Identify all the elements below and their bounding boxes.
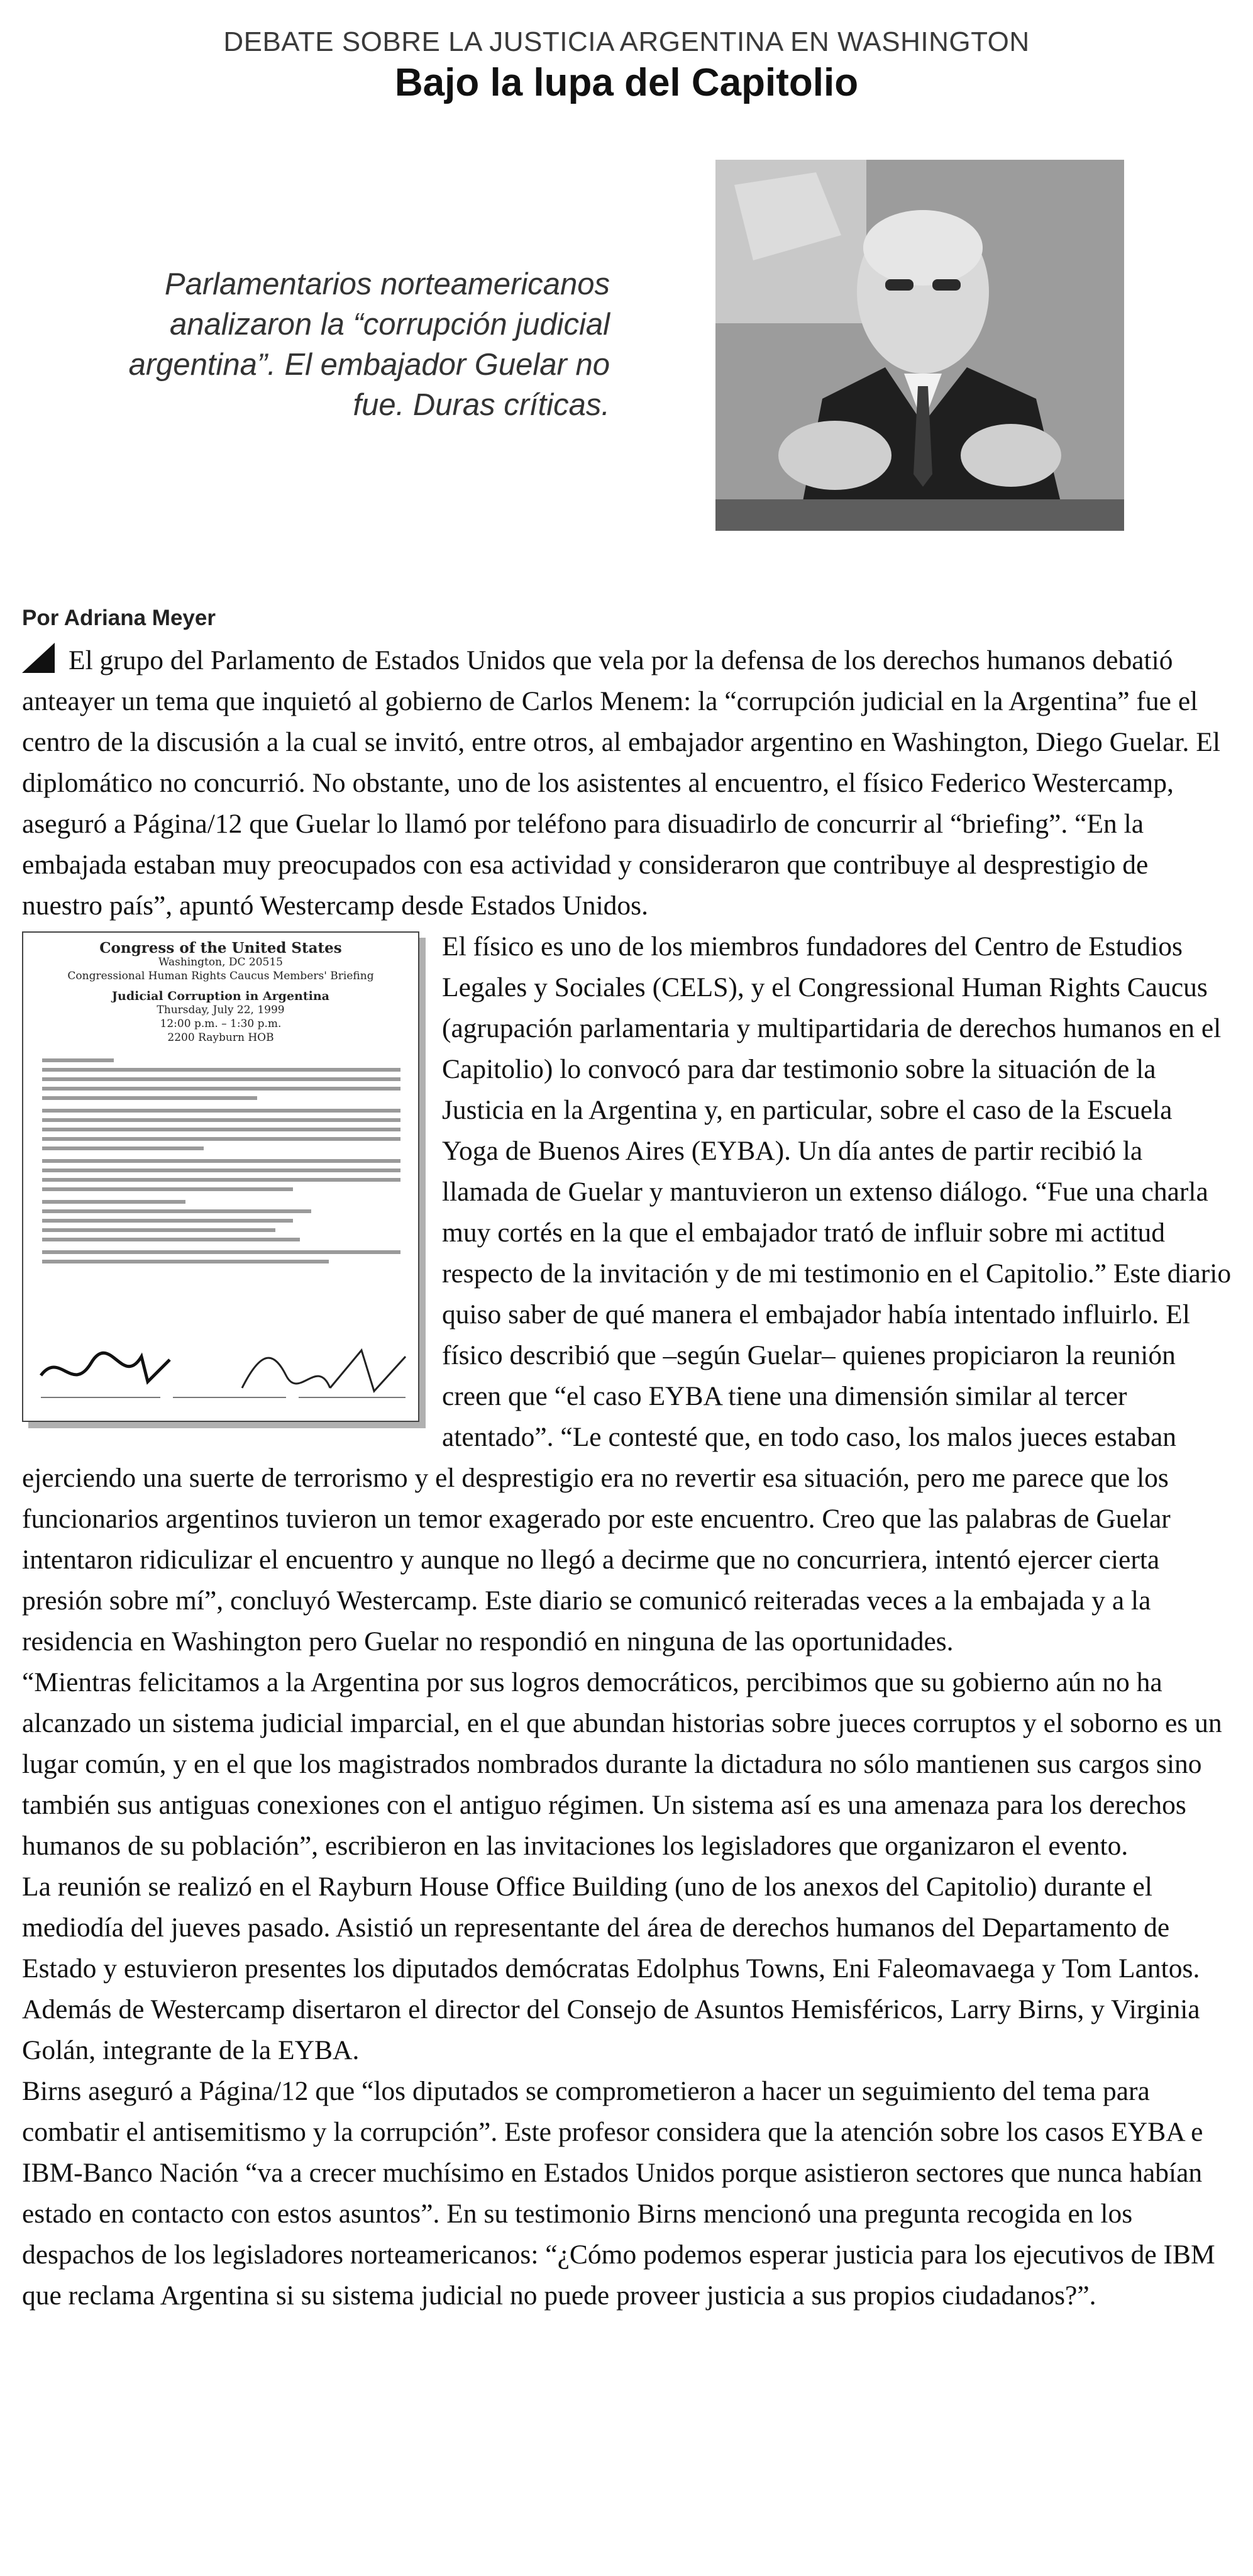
paragraph-1-text: El grupo del Parlamento de Estados Unidos que vela por la defensa de los derechos humanos debatió anteayer un tema que inquietó al gobierno de Carlos Menem: la “corrupción judicial en la Argentina” fue el centro de la discusión a la cual se invitó, entre otros, al embajador argentino en Washington, Diego Guelar. El diplomático no concurrió. No obstante, uno de los asistentes al encuentro, el físico Federico Westercamp, aseguró a Página/12 que Guelar lo llamó por teléfono para disuadirlo de concurrir al “briefing”. “En la embajada estaban muy preocupados con esa actividad y consideraron que contribuye al desprestigio de nuestro país”, apuntó Westercamp desde Estados Unidos. — [22, 645, 1220, 921]
ambassador-photo — [715, 160, 1124, 531]
letter-room: 2200 Rayburn HOB — [167, 1031, 274, 1044]
letter-city: Washington, DC 20515 — [158, 956, 283, 969]
paragraph-5: Birns aseguró a Página/12 que “los diputados se comprometieron a hacer un seguimiento del tema para combatir el antisemitismo y la corrupción”. Este profesor considera que la atención sobre los casos EYBA e IBM-Banco Nación “va a crecer muchísimo en Estados Unidos porque asistieron sectores que nunca habían estado en contacto con estos asuntos”. En su testimonio Birns mencionó una pregunta recogida en los despachos de los legisladores norteamericanos: “¿Cómo podemos esperar justicia para los ejecutivos de IBM que reclama Argentina si su sistema judicial no puede proveer justicia a sus propios ciudadanos?”. — [22, 2076, 1215, 2311]
congress-letter-image — [22, 931, 419, 1422]
letter-time: 12:00 p.m. – 1:30 p.m. — [160, 1018, 282, 1030]
subhead: Parlamentarios norteamericanos analizaron la “corrupción judicial argentina”. El embajador Guelar no fue. Duras críticas. — [128, 267, 610, 422]
letter-header — [23, 941, 418, 1045]
paragraph-3: “Mientras felicitamos a la Argentina por sus logros democráticos, percibimos que su gobierno aún no ha alcanzado un sistema judicial imparcial, en el que abundan historias sobre jueces corruptos y el soborno es un lugar común, y en el que los magistrados nombrados durante la dictadura no sólo mantienen sus cargos sino también sus antiguas conexiones con el antiguo régimen. Un sistema así es una amenaza para los derechos humanos de su población”, escribieron en las invitaciones los legisladores que organizaron el evento. — [22, 1667, 1222, 1861]
portrait-illustration — [715, 160, 1124, 531]
letter-subtitle: Congressional Human Rights Caucus Members' Briefing — [67, 970, 374, 982]
paragraph-2: El físico es uno de los miembros fundadores del Centro de Estudios Legales y Sociales (CELS), y el Congressional Human Rights Caucus (agrupación parlamentaria y multipartidaria de derechos humanos en el Capitolio) lo convocó para dar testimonio sobre la situación de la Justicia en la Argentina y, en particular, sobre el caso de la Escuela Yoga de Buenos Aires (EYBA). Un día antes de partir recibió la llamada de Guelar y mantuvieron un extenso diálogo. “Fue una charla muy cortés en la que el embajador trató de influir sobre mi actitud respecto de la invitación y de mi testimonio en el Capitolio.” Este diario quiso saber de qué manera el embajador había intentado influirlo. El físico describió que –según Guelar– quienes propiciaron la reunión creen que “el caso EYBA tiene una dimensión similar al tercer atentado”. “Le contesté que, en todo caso, los malos jueces estaban ejerciendo una suerte de terrorismo y el desprestigio era no revertir esa situación, pero me parece que los funcionarios argentinos tuvieron un temor exagerado por este encuentro. Creo que las palabras de Guelar intentaron ridiculizar el encuentro y aunque no llegó a decirme que no concurriera, intentó ejercer cierta presión sobre mí”, concluyó Westercamp. Este diario se comunicó reiteradas veces a la embajada y a la residencia en Washington pero Guelar no respondió en ninguna de las oportunidades. — [22, 931, 1232, 1657]
article-body — [22, 640, 1232, 2316]
section-kicker: DEBATE SOBRE LA JUSTICIA ARGENTINA EN WASHINGTON — [223, 26, 1030, 57]
letter-topic: Judicial Corruption in Argentina — [112, 989, 329, 1003]
paragraph-marker-icon — [22, 643, 55, 673]
paragraph-1 — [22, 640, 1232, 926]
paragraph-4: La reunión se realizó en el Rayburn House Office Building (uno de los anexos del Capitolio) durante el mediodía del jueves pasado. Asistió un representante del área de derechos humanos del Departamento de Estado y estuvieron presentes los diputados demócratas Edolphus Towns, Eni Faleomavaega y Tom Lantos. Además de Westercamp disertaron el director del Consejo de Asuntos Hemisféricos, Larry Birns, y Virginia Golán, integrante de la EYBA. — [22, 1872, 1200, 2065]
signatures — [35, 1338, 412, 1407]
headline: Bajo la lupa del Capitolio — [394, 61, 859, 104]
letter-heading: Congress of the United States — [99, 940, 342, 957]
byline: Por Adriana Meyer — [22, 606, 216, 630]
letter-date: Thursday, July 22, 1999 — [157, 1004, 285, 1016]
letter-body-lines — [42, 1058, 400, 1269]
